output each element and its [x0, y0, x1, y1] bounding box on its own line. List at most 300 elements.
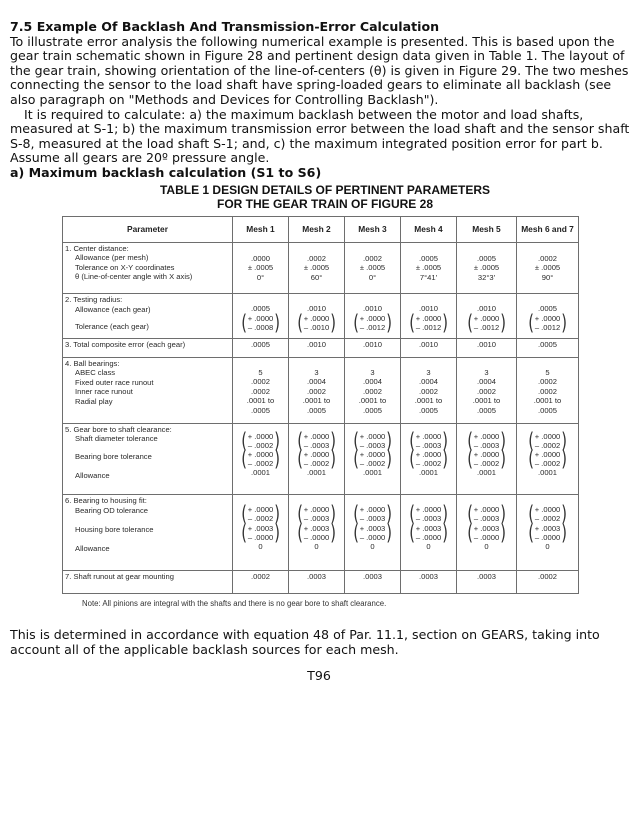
mesh-2-cell	[289, 423, 345, 495]
mesh-4-cell	[401, 339, 457, 357]
tolerance-pair	[296, 447, 338, 472]
tolerance-block	[403, 520, 454, 545]
cell-value: .0002	[537, 386, 557, 396]
cell-value: .0001 to	[358, 396, 387, 406]
tolerance-minus: – .0000	[247, 532, 274, 542]
header-parameter: Parameter	[63, 217, 233, 243]
param-ball-bearings	[63, 357, 233, 423]
tolerance-pair	[527, 310, 569, 335]
mesh-5-cell	[457, 357, 517, 423]
cell-value: 0	[545, 542, 550, 552]
param-line: Bearing OD tolerance	[75, 505, 149, 515]
tolerance-pair	[408, 520, 450, 545]
header-mesh-6-7: Mesh 6 and 7	[517, 217, 579, 243]
cell-value: .0005	[250, 340, 270, 350]
tolerance-block	[347, 447, 398, 472]
mesh-3-cell	[345, 423, 401, 495]
tolerance-minus: – .0003	[303, 440, 330, 450]
right-brace: )	[386, 310, 393, 335]
left-brace: (	[466, 310, 473, 335]
table-row-testing-radius	[63, 294, 579, 339]
cell-value: 3	[370, 367, 375, 377]
tolerance-stack	[535, 314, 561, 332]
mesh-1-cell	[233, 243, 289, 294]
param-testing-radius	[63, 294, 233, 339]
page-number: T96	[307, 668, 331, 683]
tolerance-plus: + .0000	[247, 313, 274, 323]
mesh-2-cell	[289, 339, 345, 357]
tolerance-plus: + .0003	[247, 523, 274, 533]
mesh-6-cell	[517, 495, 579, 571]
cell-value: 0	[314, 542, 319, 552]
left-brace: (	[527, 502, 534, 527]
tolerance-plus: + .0003	[415, 523, 442, 533]
cell-value: .0005	[537, 340, 557, 350]
param-line: Fixed outer race runout	[75, 377, 154, 387]
right-brace: )	[442, 447, 449, 472]
left-brace: (	[240, 520, 247, 545]
tolerance-plus: + .0000	[359, 505, 386, 515]
param-composite-error	[63, 339, 233, 357]
table-header-row	[63, 217, 579, 243]
tolerance-plus: + .0000	[247, 505, 274, 515]
tolerance-stack	[360, 432, 386, 450]
right-brace: )	[500, 520, 507, 545]
tolerance-minus: – .0002	[247, 459, 274, 469]
mesh-1-cell	[233, 423, 289, 495]
tolerance-pair	[352, 447, 394, 472]
param-line: Tolerance on X-Y coordinates	[75, 262, 175, 272]
tolerance-plus: + .0000	[415, 505, 442, 515]
left-brace: (	[408, 310, 415, 335]
tolerance-plus: + .0000	[473, 313, 500, 323]
cell-value: .0005	[418, 254, 438, 263]
cell-value: .0010	[476, 304, 496, 314]
tolerance-stack	[304, 505, 330, 523]
tolerance-stack	[360, 450, 386, 468]
tolerance-block	[235, 447, 286, 472]
tolerance-plus: + .0003	[473, 523, 500, 533]
param-line: Bearing bore tolerance	[75, 452, 152, 462]
right-brace: )	[500, 502, 507, 527]
cell-value: 3	[314, 367, 319, 377]
tolerance-stack	[360, 524, 386, 542]
left-brace: (	[296, 310, 303, 335]
tolerance-stack	[474, 314, 500, 332]
cell-value: .0010	[418, 340, 438, 350]
tolerance-stack	[474, 505, 500, 523]
cell-value: .0001 to	[533, 396, 562, 406]
tolerance-stack	[360, 505, 386, 523]
tolerance-plus: + .0000	[415, 313, 442, 323]
tolerance-plus: + .0000	[473, 505, 500, 515]
tolerance-pair	[466, 310, 508, 335]
right-brace: )	[561, 502, 568, 527]
mesh-2-cell	[289, 243, 345, 294]
tolerance-minus: – .0000	[303, 532, 330, 542]
tolerance-pair	[466, 447, 508, 472]
tolerance-block	[291, 447, 342, 472]
param-line: Shaft diameter tolerance	[75, 434, 158, 444]
tolerance-stack	[304, 524, 330, 542]
mesh-2-cell	[289, 357, 345, 423]
right-brace: )	[442, 310, 449, 335]
tolerance-stack	[304, 314, 330, 332]
cell-value: .0001 to	[302, 396, 331, 406]
cell-value: 0	[484, 542, 489, 552]
mesh-4-cell	[401, 357, 457, 423]
cell-value: 90°	[541, 272, 554, 282]
param-gear-bore	[63, 423, 233, 495]
left-brace: (	[466, 502, 473, 527]
tolerance-minus: – .0002	[534, 459, 561, 469]
tolerance-block	[459, 447, 514, 472]
tolerance-minus: – .0003	[415, 514, 442, 524]
tolerance-minus: – .0003	[359, 514, 386, 524]
left-brace: (	[296, 520, 303, 545]
left-brace: (	[296, 447, 303, 472]
right-brace: )	[274, 447, 281, 472]
cell-value: .0010	[306, 340, 326, 350]
left-brace: (	[296, 428, 303, 453]
tolerance-pair	[408, 447, 450, 472]
tolerance-plus: + .0000	[303, 505, 330, 515]
tolerance-block	[459, 310, 514, 335]
left-brace: (	[352, 520, 359, 545]
left-brace: (	[527, 447, 534, 472]
cell-value: .0004	[418, 377, 438, 387]
param-title: 7. Shaft runout at gear mounting	[65, 572, 174, 582]
tolerance-stack	[248, 432, 274, 450]
right-brace: )	[274, 520, 281, 545]
left-brace: (	[408, 502, 415, 527]
cell-value: .0002	[306, 254, 326, 263]
param-title: 5. Gear bore to shaft clearance:	[65, 424, 172, 434]
left-brace: (	[466, 428, 473, 453]
cell-value: 32°3'	[477, 272, 496, 282]
mesh-1-cell	[233, 357, 289, 423]
tolerance-minus: – .0002	[303, 459, 330, 469]
tolerance-plus: + .0000	[534, 313, 561, 323]
table-row-ball-bearings	[63, 357, 579, 423]
cell-value: .0001 to	[472, 396, 501, 406]
cell-value: .0002	[306, 386, 326, 396]
mesh-3-cell	[345, 357, 401, 423]
mesh-3-cell	[345, 339, 401, 357]
tolerance-block	[347, 520, 398, 545]
tolerance-pair	[296, 520, 338, 545]
cell-value: .0003	[362, 572, 382, 582]
table-note: Note: All pinions are integral with the shafts and there is no gear bore to shaft clearance.	[82, 599, 387, 608]
tolerance-pair	[408, 310, 450, 335]
tolerance-minus: – .0012	[473, 322, 500, 332]
tolerance-minus: – .0003	[415, 440, 442, 450]
cell-value: .0002	[250, 572, 270, 582]
cell-value: .0000	[250, 254, 270, 263]
tolerance-stack	[474, 450, 500, 468]
cell-value: .0001	[418, 468, 438, 478]
cell-value: .0010	[362, 340, 382, 350]
cell-value: ± .0005	[473, 263, 500, 273]
param-line: ABEC class	[75, 368, 116, 378]
tolerance-plus: + .0000	[473, 431, 500, 441]
left-brace: (	[466, 447, 473, 472]
param-title: 6. Bearing to housing fit:	[65, 496, 147, 506]
mesh-2-cell	[289, 495, 345, 571]
tolerance-stack	[248, 314, 274, 332]
header-mesh-1: Mesh 1	[233, 217, 289, 243]
right-brace: )	[330, 310, 337, 335]
param-line: Housing bore tolerance	[75, 525, 154, 535]
cell-value: .0005	[476, 405, 496, 415]
cell-value: 5	[545, 367, 550, 377]
mesh-1-cell	[233, 571, 289, 594]
right-brace: )	[561, 520, 568, 545]
left-brace: (	[408, 447, 415, 472]
tolerance-minus: – .0003	[303, 514, 330, 524]
mesh-5-cell	[457, 339, 517, 357]
tolerance-pair	[240, 520, 282, 545]
header-mesh-2: Mesh 2	[289, 217, 345, 243]
tolerance-stack	[248, 524, 274, 542]
tolerance-minus: – .0002	[415, 459, 442, 469]
mesh-4-cell	[401, 571, 457, 594]
right-brace: )	[330, 502, 337, 527]
cell-value: ± .0005	[247, 263, 274, 273]
tolerance-minus: – .0000	[473, 532, 500, 542]
param-line: Allowance	[75, 543, 110, 553]
mesh-6-cell	[517, 339, 579, 357]
tolerance-stack	[304, 450, 330, 468]
cell-value: .0002	[537, 572, 557, 582]
tolerance-stack	[416, 524, 442, 542]
tolerance-minus: – .0000	[415, 532, 442, 542]
tolerance-pair	[296, 310, 338, 335]
left-brace: (	[352, 502, 359, 527]
tolerance-plus: + .0000	[359, 313, 386, 323]
tolerance-plus: + .0000	[359, 450, 386, 460]
tolerance-plus: + .0000	[247, 450, 274, 460]
mesh-1-cell	[233, 495, 289, 571]
cell-value: ± .0005	[415, 263, 442, 273]
table-title-line2: FOR THE GEAR TRAIN OF FIGURE 28	[216, 197, 433, 211]
tolerance-block	[519, 520, 576, 545]
tolerance-block	[291, 310, 342, 335]
mesh-2-cell	[289, 294, 345, 339]
cell-value: .0005	[362, 405, 382, 415]
subheading-backlash: a) Maximum backlash calculation (S1 to S6)	[10, 164, 322, 180]
tolerance-minus: – .0008	[247, 322, 274, 332]
tolerance-minus: – .0003	[359, 440, 386, 450]
tolerance-plus: + .0003	[534, 523, 561, 533]
tolerance-block	[459, 520, 514, 545]
cell-value: .0005	[250, 405, 270, 415]
tolerance-stack	[248, 450, 274, 468]
right-brace: )	[330, 428, 337, 453]
section-heading: 7.5 Example Of Backlash And Transmission-Error Calculation	[10, 19, 440, 34]
table-body	[63, 243, 579, 594]
tolerance-plus: + .0000	[303, 313, 330, 323]
table-row-gear-bore	[63, 423, 579, 495]
right-brace: )	[561, 428, 568, 453]
requirement-paragraph: It is required to calculate: a) the maximum backlash between the motor and load shafts, measured at S-1; b) the maximum transmission error between the load shaft and the sensor shaft S-8, measured at the load shaft S-1; and, c) the maximum integrated position error for part b. Assume all gears are 20º pressure angle.	[10, 106, 630, 166]
cell-value: .0004	[476, 377, 496, 387]
left-brace: (	[408, 428, 415, 453]
cell-value: .0001	[476, 468, 496, 478]
tolerance-plus: + .0000	[473, 450, 500, 460]
table-row-center-distance	[63, 243, 579, 294]
tolerance-stack	[535, 450, 561, 468]
cell-value: .0001	[306, 468, 326, 478]
cell-value: .0010	[362, 304, 382, 314]
tolerance-block	[519, 310, 576, 335]
cell-value: .0001 to	[246, 396, 275, 406]
left-brace: (	[240, 502, 247, 527]
left-brace: (	[240, 428, 247, 453]
param-housing-fit	[63, 495, 233, 571]
mesh-3-cell	[345, 495, 401, 571]
tolerance-stack	[416, 450, 442, 468]
right-brace: )	[442, 428, 449, 453]
cell-value: .0005	[537, 304, 557, 314]
tolerance-plus: + .0003	[359, 523, 386, 533]
param-title: 3. Total composite error (each gear)	[65, 340, 186, 350]
tolerance-stack	[416, 505, 442, 523]
cell-value: 5	[258, 367, 263, 377]
tolerance-pair	[527, 520, 569, 545]
right-brace: )	[500, 428, 507, 453]
header-mesh-5: Mesh 5	[457, 217, 517, 243]
tolerance-minus: – .0012	[534, 322, 561, 332]
left-brace: (	[240, 310, 247, 335]
tolerance-minus: – .0012	[415, 322, 442, 332]
tolerance-plus: + .0000	[415, 431, 442, 441]
cell-value: 0	[370, 542, 375, 552]
tolerance-stack	[474, 524, 500, 542]
mesh-5-cell	[457, 243, 517, 294]
cell-value: 7°41'	[419, 272, 438, 282]
param-line: Inner race runout	[75, 387, 133, 397]
cell-value: .0001	[362, 468, 382, 478]
cell-value: .0002	[362, 386, 382, 396]
cell-value: .0003	[306, 572, 326, 582]
tolerance-plus: + .0000	[534, 450, 561, 460]
right-brace: )	[386, 447, 393, 472]
cell-value: .0010	[476, 340, 496, 350]
left-brace: (	[527, 310, 534, 335]
right-brace: )	[500, 310, 507, 335]
left-brace: (	[408, 520, 415, 545]
tolerance-stack	[416, 314, 442, 332]
header-mesh-3: Mesh 3	[345, 217, 401, 243]
tolerance-minus: – .0002	[247, 514, 274, 524]
tolerance-minus: – .0002	[359, 459, 386, 469]
cell-value: .0002	[418, 386, 438, 396]
mesh-1-cell	[233, 294, 289, 339]
tolerance-block	[235, 520, 286, 545]
left-brace: (	[296, 502, 303, 527]
intro-paragraph: To illustrate error analysis the following numerical example is presented. This is based upon the gear train schematic shown in Figure 28 and pertinent design data given in Table 1. The layout of the gear train, showing orientation of the line-of-centers (θ) is given in Figure 29. The two meshes connecting the sensor to the load shaft have spring-loaded gears to eliminate all backlash (see also paragraph on "Methods and Devices for Controlling Backlash").	[10, 33, 629, 107]
mesh-6-cell	[517, 357, 579, 423]
tolerance-block	[235, 310, 286, 335]
param-line: Allowance (per mesh)	[75, 253, 149, 263]
cell-value: .0005	[306, 405, 326, 415]
tolerance-pair	[352, 310, 394, 335]
tolerance-stack	[416, 432, 442, 450]
tolerance-stack	[248, 505, 274, 523]
tolerance-block	[519, 447, 576, 472]
left-brace: (	[527, 428, 534, 453]
tolerance-plus: + .0000	[534, 505, 561, 515]
tolerance-stack	[535, 524, 561, 542]
cell-value: .0004	[306, 377, 326, 387]
param-line: Tolerance (each gear)	[75, 322, 149, 332]
tolerance-stack	[360, 314, 386, 332]
tolerance-minus: – .0002	[473, 459, 500, 469]
tolerance-plus: + .0003	[303, 523, 330, 533]
mesh-4-cell	[401, 423, 457, 495]
right-brace: )	[561, 310, 568, 335]
table-row-composite-error	[63, 339, 579, 357]
tolerance-stack	[304, 432, 330, 450]
cell-value: .0002	[250, 386, 270, 396]
cell-value: 60°	[310, 272, 323, 282]
tolerance-plus: + .0000	[247, 431, 274, 441]
param-line: Radial play	[75, 396, 113, 406]
right-brace: )	[386, 428, 393, 453]
cell-value: 0	[258, 542, 263, 552]
tolerance-plus: + .0000	[415, 450, 442, 460]
mesh-4-cell	[401, 294, 457, 339]
tolerance-plus: + .0000	[303, 450, 330, 460]
left-brace: (	[352, 310, 359, 335]
right-brace: )	[274, 428, 281, 453]
left-brace: (	[240, 447, 247, 472]
tolerance-minus: – .0003	[473, 514, 500, 524]
right-brace: )	[386, 520, 393, 545]
mesh-6-cell	[517, 294, 579, 339]
tolerance-pair	[466, 520, 508, 545]
mesh-3-cell	[345, 294, 401, 339]
tolerance-minus: – .0002	[534, 514, 561, 524]
cell-value: .0005	[250, 304, 270, 314]
right-brace: )	[274, 502, 281, 527]
cell-value: .0002	[476, 386, 496, 396]
mesh-4-cell	[401, 243, 457, 294]
param-title: 4. Ball bearings:	[65, 358, 120, 368]
mesh-2-cell	[289, 571, 345, 594]
param-title: 2. Testing radius:	[65, 295, 123, 305]
param-shaft-runout	[63, 571, 233, 594]
cell-value: .0002	[362, 254, 382, 263]
tolerance-pair	[352, 520, 394, 545]
tolerance-plus: + .0000	[359, 431, 386, 441]
cell-value: 3	[484, 367, 489, 377]
tolerance-block	[403, 447, 454, 472]
cell-value: .0002	[537, 254, 557, 263]
cell-value: .0005	[476, 254, 496, 263]
cell-value: .0003	[476, 572, 496, 582]
tolerance-minus: – .0003	[473, 440, 500, 450]
mesh-6-cell	[517, 243, 579, 294]
right-brace: )	[274, 310, 281, 335]
cell-value: .0010	[306, 304, 326, 314]
param-line: Allowance (each gear)	[75, 304, 151, 314]
cell-value: .0002	[537, 377, 557, 387]
table-row-shaft-runout	[63, 571, 579, 594]
after-paragraph: This is determined in accordance with equation 48 of Par. 11.1, section on GEARS, taking into account all of the applicable backlash sources for each mesh.	[10, 627, 600, 657]
table-row-housing-fit	[63, 495, 579, 571]
